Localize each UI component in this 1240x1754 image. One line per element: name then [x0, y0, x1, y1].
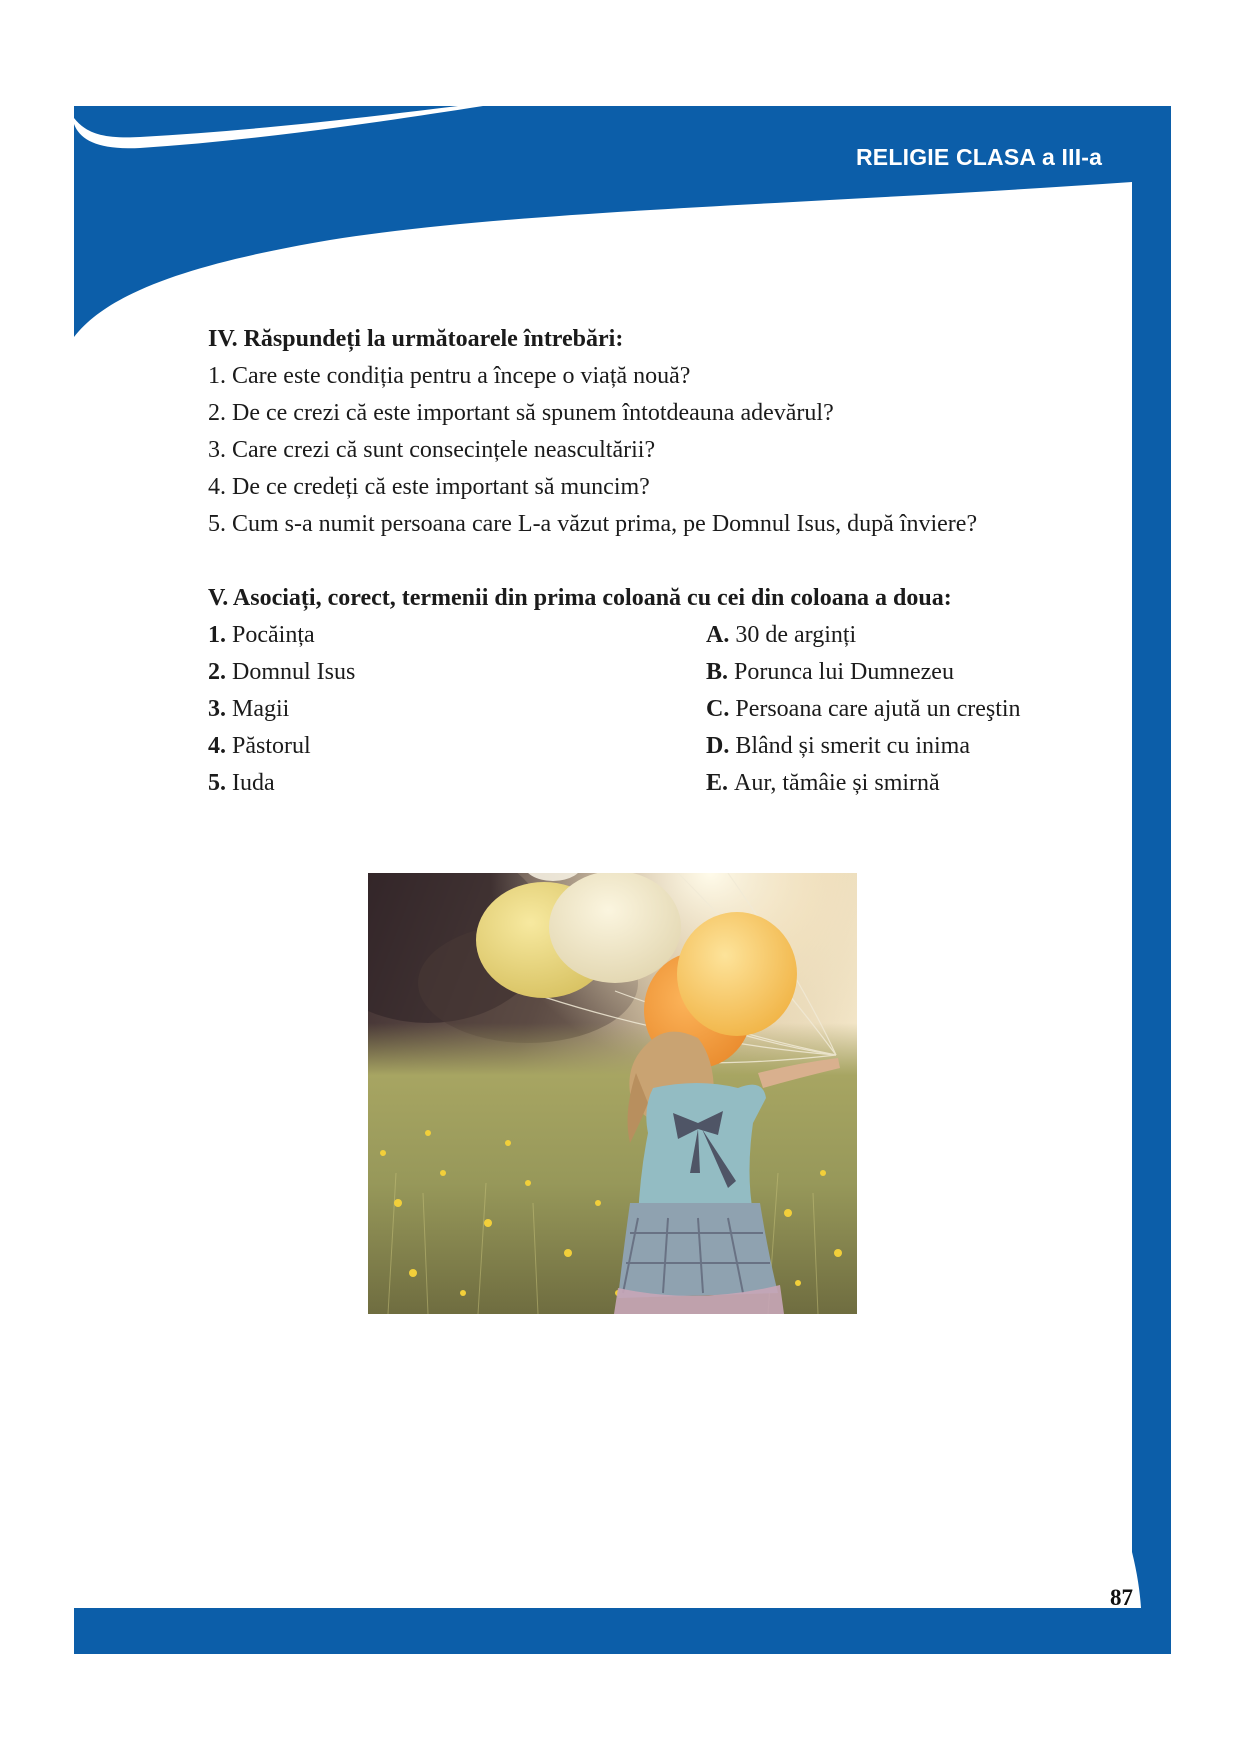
left-term-number: 3.	[208, 696, 226, 722]
left-term	[208, 654, 355, 691]
left-term	[208, 691, 355, 728]
section-iv	[208, 321, 977, 543]
right-term-letter: A.	[706, 622, 730, 648]
question-number: 1.	[208, 363, 226, 389]
right-term-text: Blând și smerit cu inima	[735, 733, 970, 759]
question-item	[208, 395, 977, 432]
right-term	[706, 728, 1021, 765]
right-term	[706, 617, 1021, 654]
question-number: 2.	[208, 400, 226, 426]
right-term	[706, 654, 1021, 691]
question-item	[208, 432, 977, 469]
matching-columns	[208, 617, 1108, 802]
question-item	[208, 506, 977, 543]
left-term-text: Păstorul	[232, 733, 311, 759]
right-term-text: 30 de arginți	[735, 622, 857, 648]
left-term-number: 5.	[208, 770, 226, 796]
balloon	[677, 912, 797, 1036]
right-term-text: Aur, tămâie și smirnă	[734, 770, 940, 796]
right-column	[706, 617, 1021, 802]
question-number: 3.	[208, 437, 226, 463]
right-term-letter: E.	[706, 770, 729, 796]
left-term	[208, 728, 355, 765]
right-term	[706, 691, 1021, 728]
question-text: Cum s-a numit persoana care L-a văzut prima, pe Domnul Isus, după înviere?	[232, 511, 978, 537]
right-term-letter: C.	[706, 696, 730, 722]
section-v-heading: V. Asociați, corect, termenii din prima coloană cu cei din coloana a doua:	[208, 585, 952, 611]
left-column	[208, 617, 355, 802]
left-term-text: Magii	[232, 696, 290, 722]
left-term	[208, 765, 355, 802]
left-term-number: 1.	[208, 622, 226, 648]
balloon	[549, 873, 681, 983]
left-term-number: 4.	[208, 733, 226, 759]
left-term-number: 2.	[208, 659, 226, 685]
question-number: 5.	[208, 511, 226, 537]
right-term-text: Persoana care ajută un creştin	[735, 696, 1021, 722]
question-text: Care este condiția pentru a începe o viață nouă?	[232, 363, 691, 389]
left-term-text: Domnul Isus	[232, 659, 356, 685]
question-item	[208, 358, 977, 395]
section-iv-heading: IV. Răspundeți la următoarele întrebări:	[208, 326, 624, 352]
right-term	[706, 765, 1021, 802]
question-text: De ce crezi că este important să spunem întotdeauna adevărul?	[232, 400, 834, 426]
left-term-text: Iuda	[232, 770, 275, 796]
right-term-letter: B.	[706, 659, 729, 685]
header-title: RELIGIE CLASA a III-a	[856, 144, 1103, 170]
left-term-text: Pocăința	[232, 622, 315, 648]
girl-with-balloons-photo	[368, 873, 857, 1314]
question-number: 4.	[208, 474, 226, 500]
page-number: 87	[1110, 1585, 1133, 1610]
question-item	[208, 469, 977, 506]
left-term	[208, 617, 355, 654]
right-term-text: Porunca lui Dumnezeu	[734, 659, 954, 685]
question-text: De ce credeți că este important să muncim?	[232, 474, 650, 500]
question-text: Care crezi că sunt consecințele neascultării?	[232, 437, 656, 463]
right-term-letter: D.	[706, 733, 730, 759]
